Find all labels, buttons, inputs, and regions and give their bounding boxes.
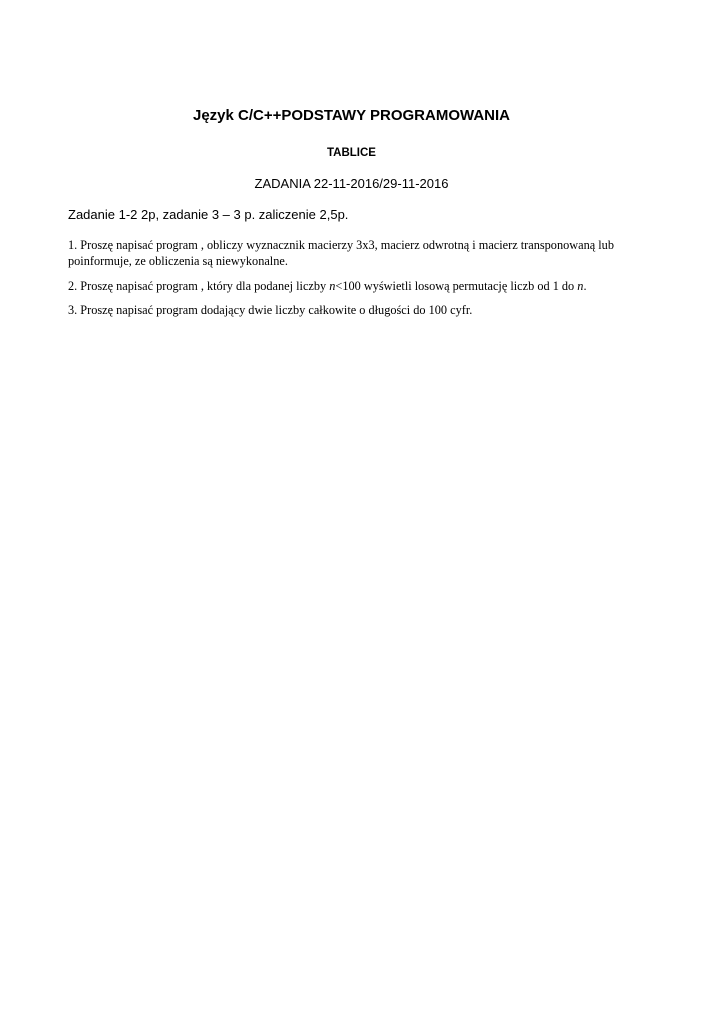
task-2-variable-n-2: n xyxy=(577,279,584,293)
task-2-text-part1: 2. Proszę napisać program , który dla podanej liczby xyxy=(68,279,330,293)
task-2-text-part3: . xyxy=(583,279,587,293)
task-2 xyxy=(68,278,648,294)
task-3: 3. Proszę napisać program dodający dwie liczby całkowite o długości do 100 cyfr. xyxy=(68,303,473,317)
document-title: Język C/C++PODSTAWY PROGRAMOWANIA xyxy=(192,107,510,124)
task-2-text-part2: <100 wyświetli losową permutację liczb od 1 do xyxy=(335,279,578,293)
grading-info: Zadanie 1-2 2p, zadanie 3 – 3 p. zaliczenie 2,5p. xyxy=(68,207,349,222)
assignment-dates: ZADANIA 22-11-2016/29-11-2016 xyxy=(254,176,449,191)
document-subtitle: TABLICE xyxy=(327,147,376,159)
task-2-variable-n: n xyxy=(329,279,336,293)
task-1: 1. Proszę napisać program , obliczy wyznacznik macierzy 3x3, macierz odwrotną i macierz transponowaną lub poinformuje, ze obliczenia są niewykonalne. xyxy=(68,238,614,268)
